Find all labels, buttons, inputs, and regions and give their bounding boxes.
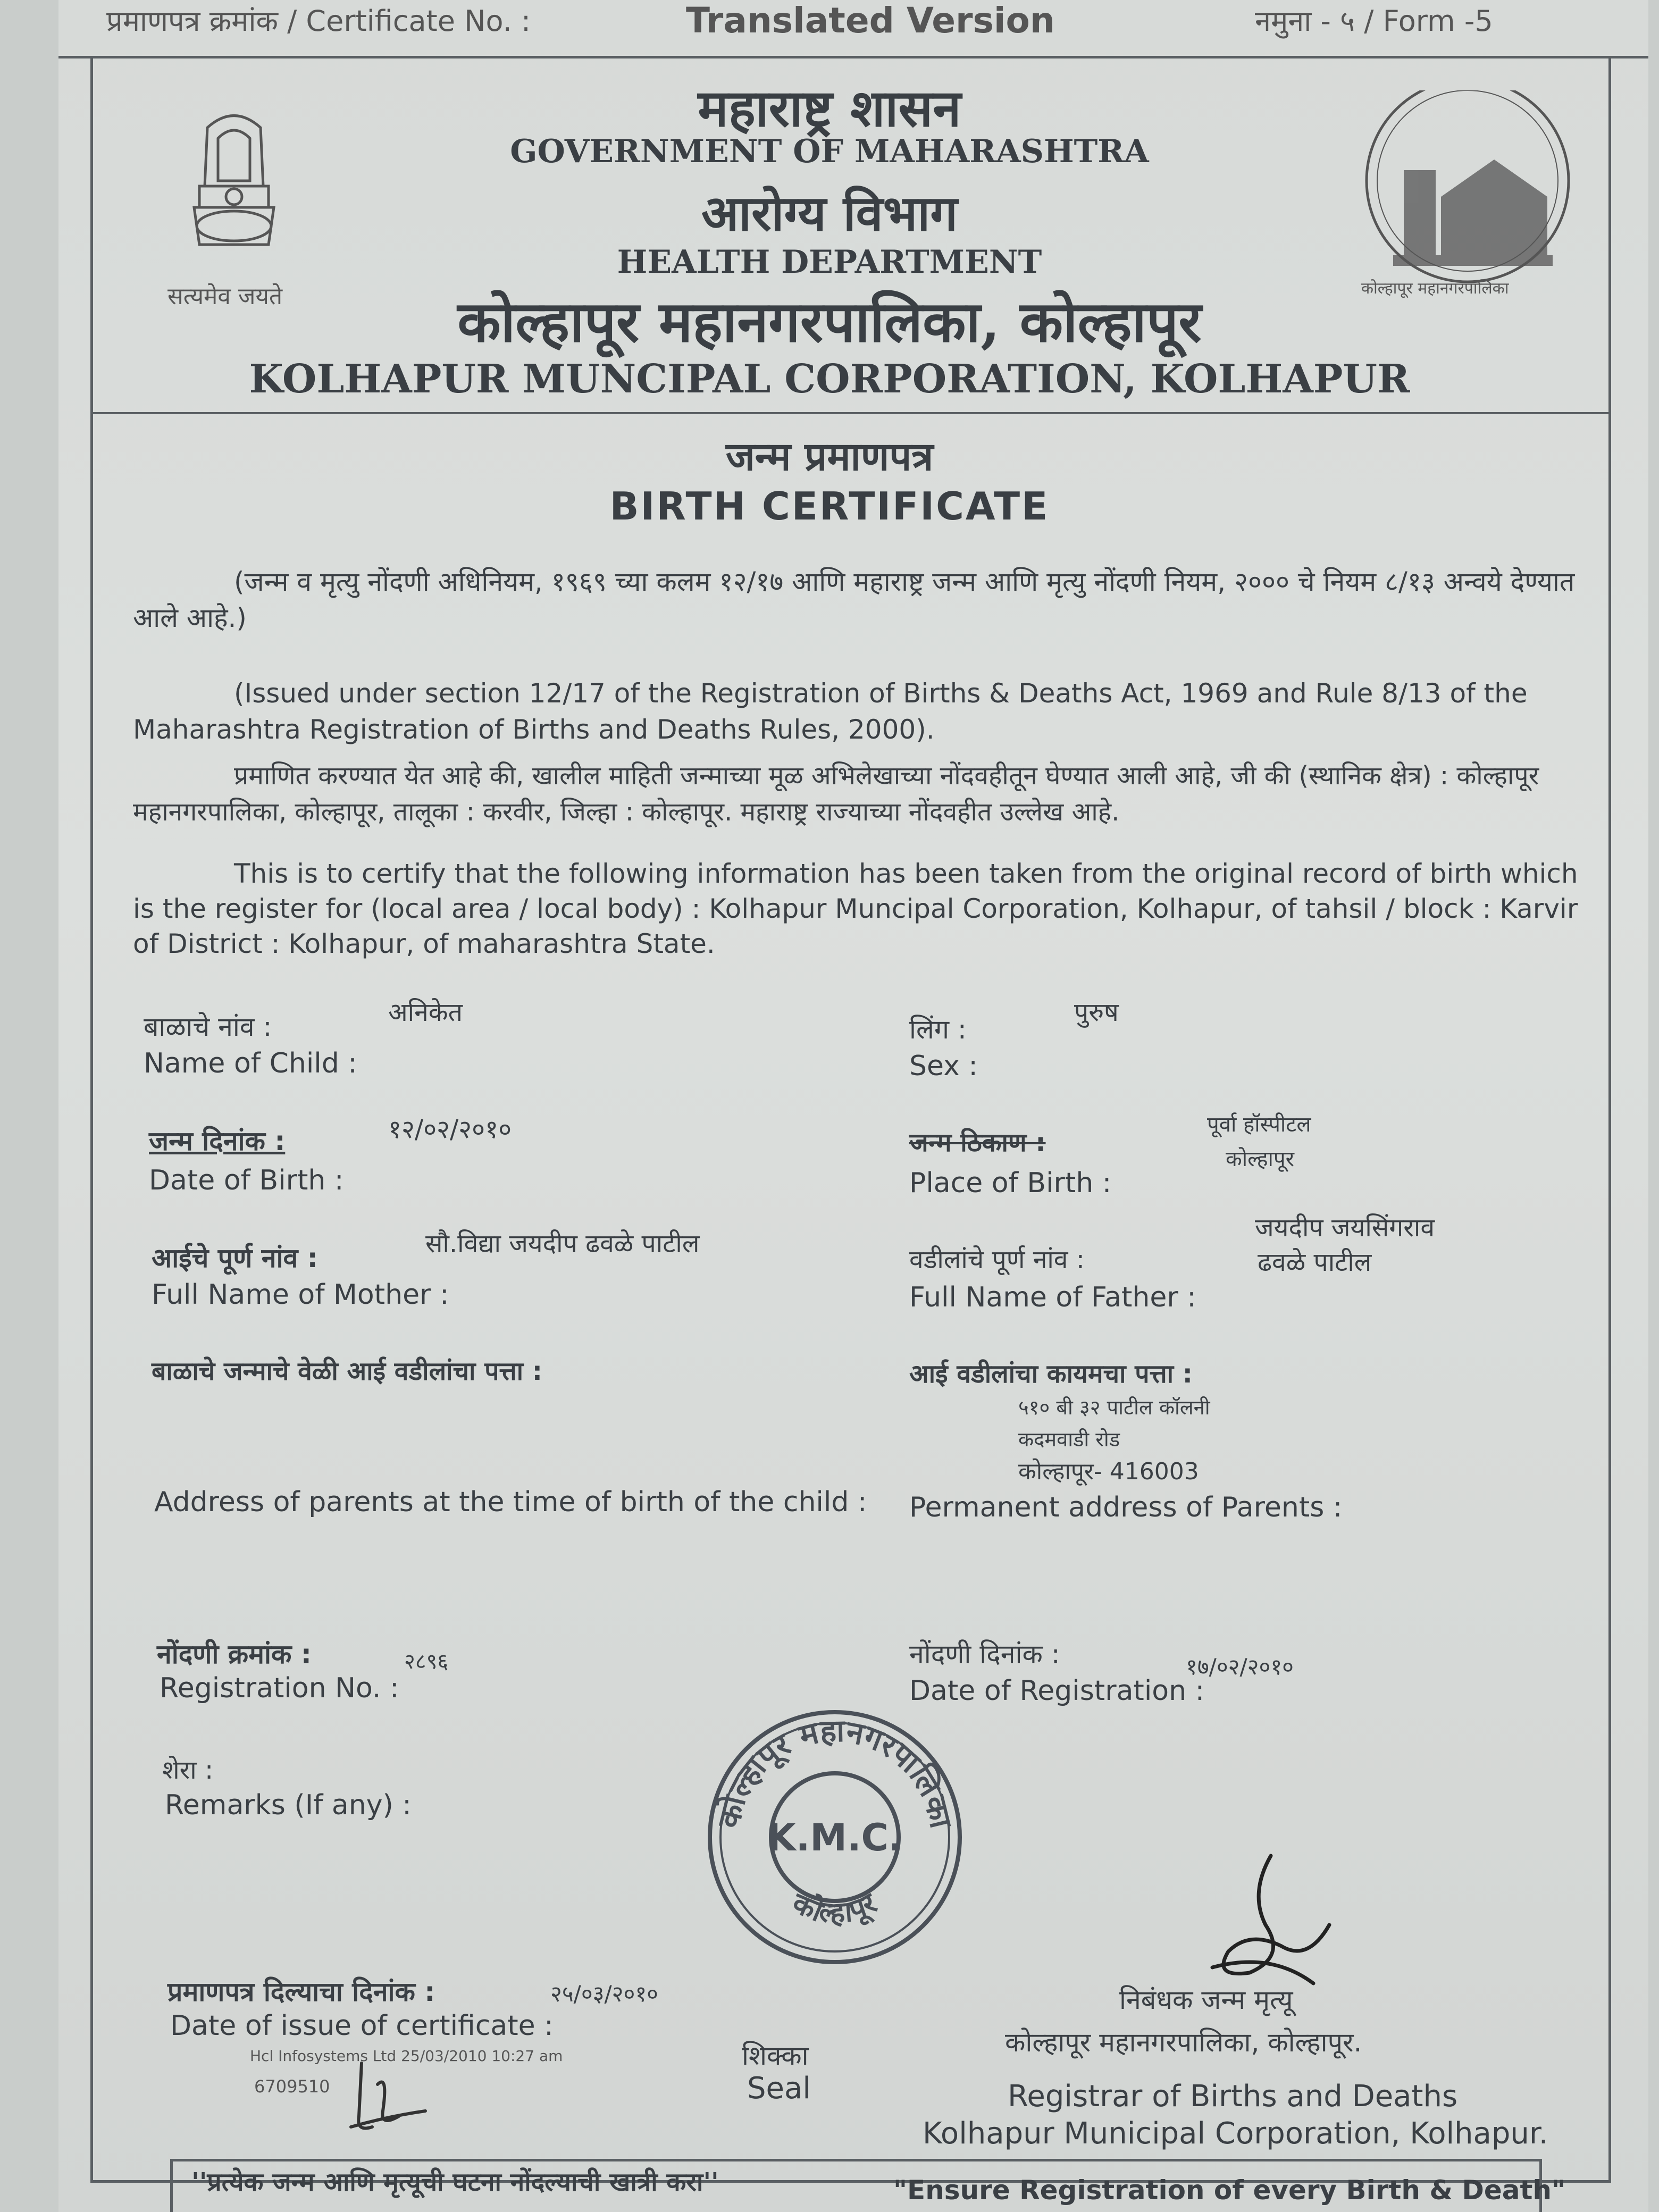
registrar-signature — [1191, 1845, 1340, 1994]
seal-label-mr: शिक्का — [742, 2040, 809, 2071]
remarks-label-mr: शेरा : — [162, 1755, 214, 1785]
perm-address-line3: कोल्हापूर- 416003 — [1018, 1458, 1199, 1485]
form-number: नमुना - ५ / Form -5 — [1255, 4, 1493, 38]
certify-marathi-paragraph: प्रमाणित करण्यात येत आहे की, खालील माहिती जन्माच्या मूळ अभिलेखाच्या नोंदवहीतून घेण्यात आली आहे, जी की (स्थानिक क्षेत्र) : कोल्हापूर महानगरपालिका, कोल्हापूर, तालूका : करवीर, जिल्हा : कोल्हापूर. महाराष्ट्र राज्याच्या नोंदवहीत उल्लेख आहे. — [133, 761, 1539, 827]
sex-label-mr: लिंग : — [909, 1014, 967, 1045]
translated-version: Translated Version — [686, 0, 1055, 41]
birth-address-label-mr: बाळाचे जन्माचे वेळी आई वडीलांचा पत्ता : — [152, 1356, 542, 1386]
reg-date-value: १७/०२/२०१० — [1186, 1654, 1294, 1680]
issue-date-label-en: Date of issue of certificate : — [170, 2010, 554, 2042]
print-number: 6709510 — [254, 2076, 330, 2097]
registrar-en-line2: Kolhapur Municipal Corporation, Kolhapur. — [923, 2116, 1548, 2151]
remarks-label-en: Remarks (If any) : — [165, 1789, 412, 1821]
issuer-initials-signature — [340, 2052, 436, 2138]
issue-date-value: २५/०३/२०१० — [550, 1981, 659, 2007]
birth-address-label-en: Address of parents at the time of birth of the child : — [154, 1486, 867, 1518]
mother-name-label-en: Full Name of Mother : — [152, 1279, 449, 1311]
issue-date-label-mr: प्रमाणपत्र दिल्याचा दिनांक : — [167, 1976, 435, 2007]
perm-address-label-en: Permanent address of Parents : — [909, 1492, 1343, 1523]
sex-value: पुरुष — [1074, 998, 1119, 1027]
perm-address-line2: कदमवाडी रोड — [1018, 1428, 1120, 1451]
emblem-motto: सत्यमेव जयते — [167, 283, 283, 310]
slogan-english: "Ensure Registration of every Birth & Death" — [893, 2175, 1566, 2206]
title-marathi: जन्म प्रमाणपत्र — [725, 434, 934, 480]
father-name-value-line1: जयदीप जयसिंगराव — [1255, 1213, 1435, 1243]
title-english: BIRTH CERTIFICATE — [609, 484, 1050, 529]
stamp-ring-top: कोल्हापूर महानगरपालिका — [710, 1712, 960, 1832]
pob-value-line2: कोल्हापूर — [1226, 1147, 1294, 1171]
corp-marathi-title: कोल्हापूर महानगरपालिका, कोल्हापूर — [457, 288, 1202, 355]
pob-label-mr: जन्म ठिकाण : — [909, 1128, 1046, 1158]
stamp-center-text: K.M.C. — [767, 1816, 903, 1859]
pob-value-line1: पूर्वा हॉस्पीटल — [1207, 1112, 1311, 1137]
reg-date-label-en: Date of Registration : — [909, 1675, 1205, 1707]
registrar-mr-line1: निबंधक जन्म मृत्यू — [1119, 1984, 1293, 2015]
father-name-label-mr: वडीलांचे पूर्ण नांव : — [909, 1245, 1085, 1275]
kmc-round-stamp — [686, 1707, 984, 1973]
dept-english-title: HEALTH DEPARTMENT — [617, 244, 1042, 281]
stamp-ring-bottom: कोल्हापूर — [787, 1886, 882, 1930]
kmc-logo-caption: कोल्हापूर महानगरपालिका — [1361, 279, 1509, 298]
dob-label-mr: जन्म दिनांक : — [149, 1126, 286, 1157]
child-name-value: अनिकेत — [388, 998, 463, 1027]
registrar-mr-line2: कोल्हापूर महानगरपालिका, कोल्हापूर. — [1005, 2027, 1362, 2058]
mother-name-label-mr: आईचे पूर्ण नांव : — [152, 1243, 318, 1273]
sex-label-en: Sex : — [909, 1050, 978, 1082]
perm-address-line1: ५१० बी ३२ पाटील कॉलनी — [1018, 1396, 1210, 1419]
certify-english-paragraph: This is to certify that the following information has been taken from the original record of birth which is the register for (local area / local body) : Kolhapur Muncipal Corporation, Kolhapur, of tahsil / block : Karvir of District : Kolhapur, of maharashtra State. — [133, 858, 1578, 959]
gov-marathi-title: महाराष्ट्र शासन — [698, 78, 961, 138]
header-divider — [93, 412, 1608, 414]
father-name-value-line2: ढवळे पाटील — [1258, 1247, 1372, 1277]
mother-name-value: सौ.विद्या जयदीप ढवळे पाटील — [425, 1229, 700, 1259]
registrar-en-line1: Registrar of Births and Deaths — [1008, 2079, 1458, 2114]
svg-text:कोल्हापूर — [787, 1886, 883, 1930]
issued-marathi-paragraph: (जन्म व मृत्यु नोंदणी अधिनियम, १९६९ च्या कलम १२/१७ आणि महाराष्ट्र जन्म आणि मृत्यु नोंदणी नियम, २००० चे नियम ८/१३ अन्वये देण्यात आले आहे.) — [133, 566, 1575, 633]
seal-label-en: Seal — [747, 2071, 811, 2106]
reg-no-value: २८९६ — [404, 1649, 449, 1674]
father-name-label-en: Full Name of Father : — [909, 1281, 1196, 1313]
print-stamp: Hcl Infosystems Ltd 25/03/2010 10:27 am — [250, 2047, 563, 2065]
reg-no-label-en: Registration No. : — [160, 1672, 399, 1704]
corp-english-title: KOLHAPUR MUNCIPAL CORPORATION, KOLHAPUR — [249, 356, 1410, 402]
perm-address-label-mr: आई वडीलांचा कायमचा पत्ता : — [909, 1359, 1193, 1389]
slogan-marathi: ''प्रत्येक जन्म आणि मृत्यूची घटना नोंदल्याची खात्री करा'' — [191, 2167, 719, 2197]
dept-marathi-title: आरोग्य विभाग — [701, 185, 958, 242]
dob-label-en: Date of Birth : — [149, 1164, 344, 1196]
child-name-label-mr: बाळाचे नांव : — [144, 1011, 272, 1042]
issued-english-paragraph: (Issued under section 12/17 of the Registration of Births & Deaths Act, 1969 and Rule 8/13 of the Maharashtra Registration of Births and Deaths Rules, 2000). — [133, 678, 1528, 745]
reg-no-label-mr: नोंदणी क्रमांक : — [157, 1639, 312, 1670]
reg-date-label-mr: नोंदणी दिनांक : — [909, 1639, 1060, 1670]
pob-label-en: Place of Birth : — [909, 1167, 1112, 1199]
dob-value: १२/०२/२०१० — [388, 1115, 512, 1144]
child-name-label-en: Name of Child : — [144, 1048, 357, 1079]
gov-english-title: GOVERNMENT OF MAHARASHTRA — [510, 133, 1149, 170]
certificate-no-label: प्रमाणपत्र क्रमांक / Certificate No. : — [106, 4, 531, 38]
